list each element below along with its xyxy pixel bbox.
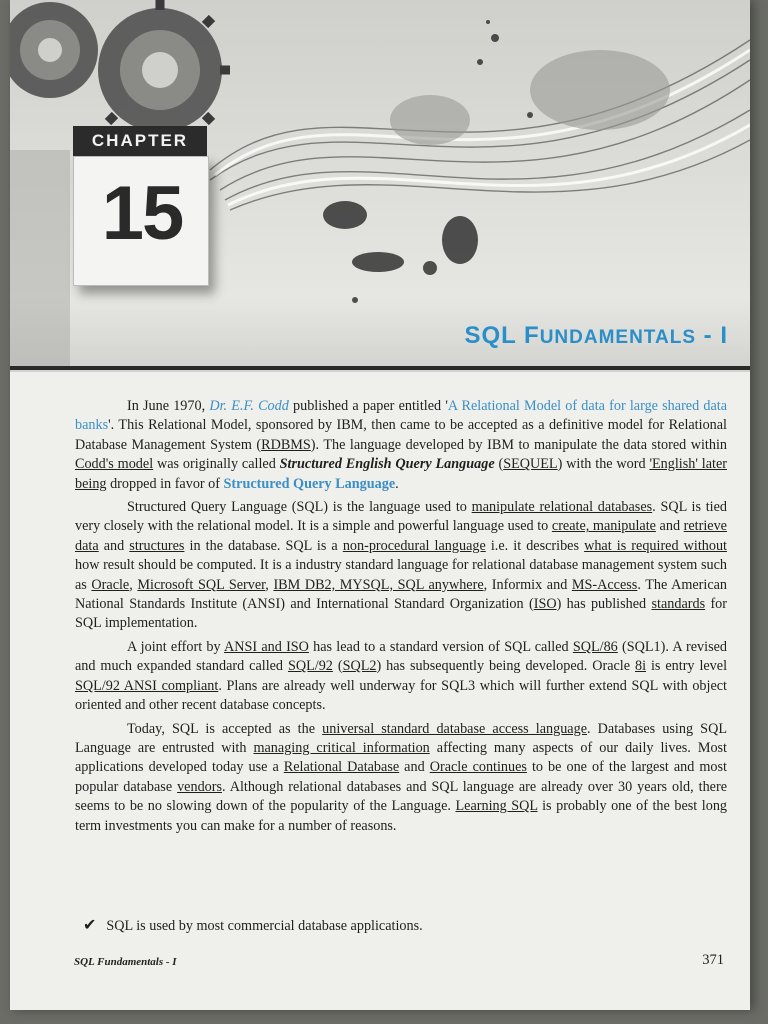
- term: universal standard database access language: [322, 720, 587, 737]
- term: MS-Access: [571, 576, 638, 593]
- term: SQL/86: [572, 638, 618, 655]
- text: published a paper entitled ': [288, 398, 448, 414]
- term: ANSI and ISO: [224, 638, 309, 655]
- book-page: [10, 0, 750, 1010]
- text: '. This Relational Model, sponsored by IBM, then came to be accepted as a definitive model for Relational Database Management System (: [75, 417, 727, 453]
- term: Relational Database: [283, 759, 400, 776]
- chapter-title-first: SQL F: [464, 322, 540, 349]
- paragraph-1: [75, 397, 727, 494]
- text: dropped in favor of: [106, 475, 224, 492]
- term: retrieve data: [75, 518, 727, 554]
- chapter-number: 15: [101, 171, 183, 256]
- term: SQL/92 ANSI compliant: [75, 677, 219, 694]
- text: how result should be computed. It is a industry standard language for relational database management system such as: [75, 557, 727, 593]
- text: for SQL implementation.: [75, 596, 728, 632]
- chapter-banner: [10, 0, 750, 372]
- chapter-label: CHAPTER: [73, 126, 207, 156]
- paragraph-2: [75, 498, 727, 634]
- paragraph-4: [75, 720, 727, 836]
- text: ). The language developed by IBM to manipulate the data stored within: [310, 436, 727, 453]
- text: was originally called: [153, 456, 280, 473]
- text: ,: [129, 576, 138, 593]
- term: create, manipulate: [551, 518, 656, 535]
- running-footer: SQL Fundamentals - I: [74, 956, 177, 968]
- text: affecting many aspects of our daily lives. Most applications developed today use a: [75, 739, 728, 776]
- term: Oracle: [91, 576, 130, 593]
- term: SQL2: [342, 658, 377, 675]
- chapter-body: [75, 397, 727, 840]
- term: Oracle continues: [429, 759, 527, 776]
- text: .: [395, 475, 399, 492]
- text: (SQL1). A revised and much expanded standard called: [75, 638, 727, 675]
- paragraph-3: [75, 638, 727, 716]
- text: , Informix and: [483, 576, 572, 593]
- text: is entry level: [646, 658, 728, 675]
- term: IBM DB2, MYSQL, SQL anywhere: [273, 576, 484, 593]
- text: and: [655, 518, 684, 535]
- text: . SQL is tied very closely with the relational model. It is a simple and powerful language used to: [75, 499, 728, 535]
- term: managing critical information: [253, 739, 430, 756]
- text: . The American National Standards Institute (ANSI) and International Standard Organization (: [75, 576, 728, 613]
- term: structures: [129, 537, 185, 554]
- text: i.e. it describes: [485, 537, 585, 554]
- term: SQL/92: [287, 658, 333, 675]
- text: Structured Query Language (SQL) is the language used to: [127, 499, 472, 516]
- term-sequel: SEQUEL: [503, 456, 558, 473]
- term: manipulate relational databases: [471, 499, 653, 516]
- text: (: [332, 658, 343, 675]
- term: Microsoft SQL Server: [137, 576, 266, 593]
- text: ,: [265, 576, 274, 593]
- term-english: 'English' later being: [75, 456, 727, 492]
- check-mark-icon: ✔: [83, 917, 97, 934]
- term-structured-english: Structured English Query Language: [279, 456, 495, 473]
- text: A joint effort by: [127, 638, 225, 655]
- chapter-title-suffix: - I: [696, 322, 728, 349]
- text: has lead to a standard version of SQL called: [308, 638, 573, 655]
- text: is probably one of the best long term investments you can make for a number of reasons.: [75, 798, 728, 834]
- page-number: 371: [702, 952, 724, 968]
- term-sql: Structured Query Language: [223, 475, 396, 492]
- author-name: Dr. E.F. Codd: [209, 398, 289, 414]
- banner-divider: [10, 366, 750, 370]
- text: . Although relational databases and SQL language are already over 30 years old, there seems to be no slowing down of the popularity of the Language.: [75, 778, 727, 815]
- text: Today, SQL is accepted as the: [127, 720, 323, 737]
- text: and: [98, 537, 130, 554]
- term: what is required without: [584, 537, 727, 554]
- text: . Plans are already well underway for SQL3 which will further extend SQL with object oriented and other recent database concepts.: [75, 677, 727, 714]
- term: non-procedural language: [342, 537, 486, 554]
- paper-title: A Relational Model of data for large shared data banks: [75, 398, 728, 434]
- text: . Databases using SQL Language are entrusted with: [75, 720, 727, 756]
- term: 8i: [634, 658, 647, 675]
- text: ) with the word: [557, 456, 650, 473]
- term: Learning SQL: [455, 798, 538, 815]
- bullet-item: [83, 915, 423, 935]
- chapter-title: [464, 322, 728, 350]
- text: ) has published: [556, 596, 652, 613]
- text: to be one of the largest and most popular database: [75, 759, 727, 795]
- term: standards: [651, 596, 706, 613]
- chapter-title-small: UNDAMENTALS: [539, 327, 696, 348]
- text: in the database. SQL is a: [184, 537, 343, 554]
- term-codd-model: Codd's model: [75, 456, 154, 473]
- text: (: [494, 456, 504, 473]
- term-rdbms: RDBMS: [261, 436, 311, 453]
- text: In June 1970,: [127, 398, 210, 414]
- term: vendors: [177, 778, 222, 795]
- text: and: [399, 759, 430, 776]
- bullet-text: SQL is used by most commercial database applications.: [106, 918, 423, 934]
- text: ) has subsequently being developed. Oracle: [376, 658, 635, 675]
- term: ISO: [533, 596, 557, 613]
